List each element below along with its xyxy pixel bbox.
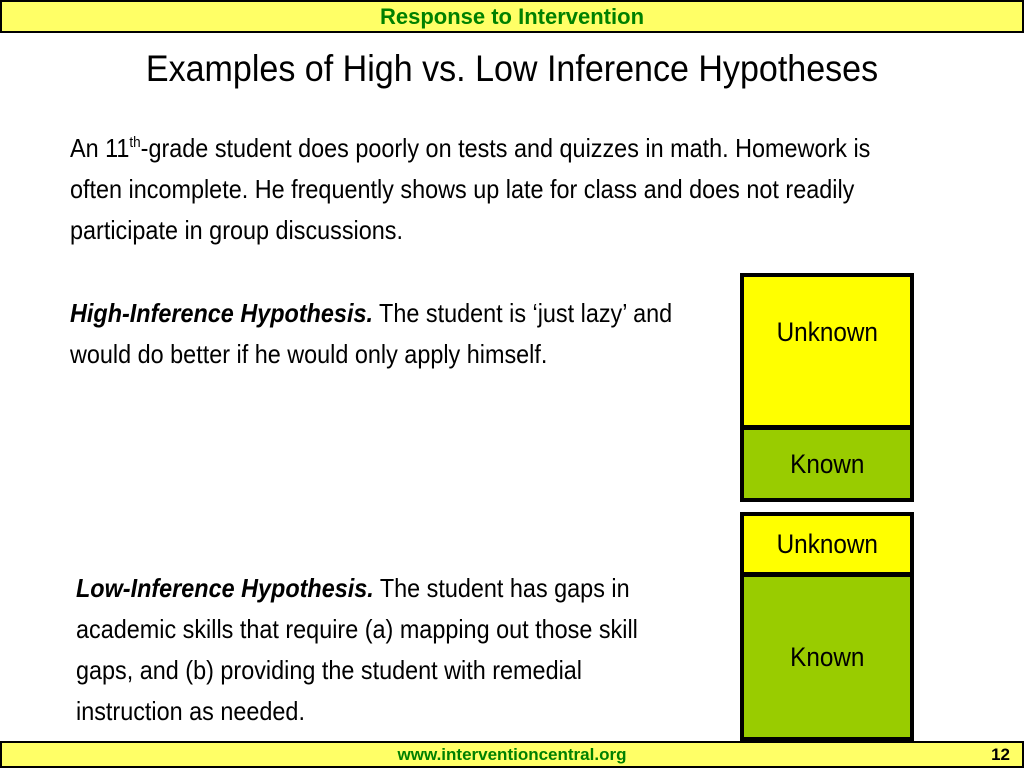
high-inference-heading: High-Inference Hypothesis. — [70, 298, 373, 328]
high-inference-text: The student is ‘just lazy’ and would do better if he would only apply himself. — [70, 298, 673, 369]
scenario-part2: -grade student does poorly on tests and quizzes in math. Homework is often incomplete. He frequently shows up late for class and does not readily participate in group discussions. — [70, 133, 871, 245]
footer-bar — [0, 741, 1024, 768]
footer-url[interactable]: www.interventioncentral.org — [397, 744, 627, 764]
high-unknown-label: Unknown — [776, 317, 878, 347]
scenario-superscript: th — [129, 134, 141, 151]
low-known-box — [740, 573, 914, 741]
slide-title: Examples of High vs. Low Inference Hypotheses — [145, 48, 879, 89]
page-number: 12 — [991, 744, 1010, 764]
high-known-box — [740, 426, 914, 502]
header-banner-text: Response to Intervention — [379, 3, 645, 29]
scenario-part1: An 11 — [70, 133, 130, 163]
high-inference-hypothesis — [70, 293, 691, 375]
low-unknown-box — [740, 512, 914, 576]
header-banner — [0, 0, 1024, 33]
low-inference-text: The student has gaps in academic skills that require (a) mapping out those skill gaps, and (b) providing the student with remedial instruction as needed. — [76, 573, 638, 726]
high-known-label: Known — [789, 448, 865, 479]
low-known-label: Known — [789, 641, 865, 672]
low-inference-heading: Low-Inference Hypothesis. — [76, 573, 374, 603]
low-inference-hypothesis — [76, 568, 679, 732]
high-unknown-box — [740, 273, 914, 429]
low-unknown-label: Unknown — [776, 528, 878, 559]
scenario-text — [70, 128, 880, 251]
